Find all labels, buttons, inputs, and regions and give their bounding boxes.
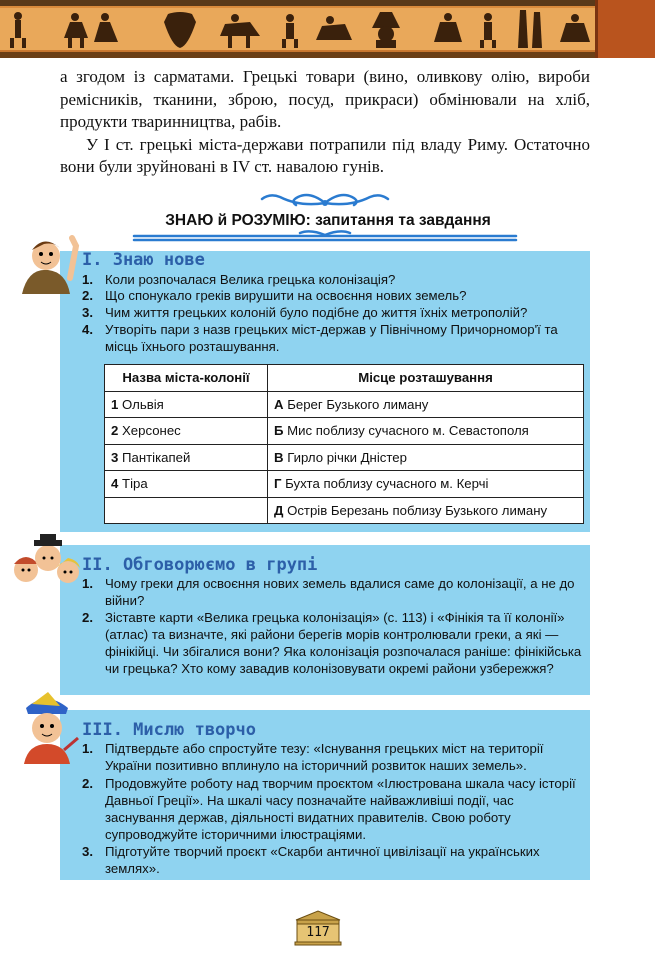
city-cell: 3 Пантікапей xyxy=(105,444,268,471)
question-3-1: 1. Підтвердьте або спростуйте тезу: «Існування грецьких міст на території України позитивно вплинуло на історичний розвиток наших земель». xyxy=(82,741,544,773)
paragraph-1: а згодом із сарматами. Грецькі товари (вино, оливкову олію, вироби ремісників, тканини, зброю, посуд, прикраси) обмінювали на хліб, продукти тваринництва, рабів. xyxy=(60,67,590,131)
question-1-4: 4. Утворіть пари з назв грецьких міст-держав у Північному Причорномор'ї та місць їхнього розташування. xyxy=(82,322,558,354)
section-heading: ЗНАЮ й РОЗУМІЮ: запитання та завдання xyxy=(165,212,491,229)
header-corner xyxy=(595,0,655,58)
question-2-1: 1. Чому греки для освоєння нових земель вдалися саме до колонізації, а не до війни? xyxy=(82,576,575,608)
place-cell: Б Мис поблизу сучасного м. Севастополя xyxy=(268,418,584,445)
section1-title: I. Знаю нове xyxy=(82,250,205,270)
question-1-2: 2. Що спонукало греків вирушити на освоєння нових земель? xyxy=(82,288,467,303)
header-banner xyxy=(0,0,655,58)
table-header-city: Назва міста-колонії xyxy=(105,365,268,392)
boy-waving-character xyxy=(14,228,80,298)
place-cell: Г Бухта поблизу сучасного м. Керчі xyxy=(268,471,584,498)
table-row xyxy=(105,391,584,418)
page-number-badge xyxy=(293,910,343,946)
greek-frieze-illustration xyxy=(0,8,598,50)
place-cell: В Гирло річки Дністер xyxy=(268,444,584,471)
page-number: 117 xyxy=(306,925,330,940)
city-cell xyxy=(105,497,268,524)
question-1-3: 3. Чим життя грецьких колоній було подібне до життя їхніх метрополій? xyxy=(82,305,528,320)
question-3-2: 2. Продовжуйте роботу над творчим проєктом «Ілюстрована шкала часу історії Давньої Греції». На шкалі часу позначайте найважливіші події, час заснування держав, діяльності видатних правителів. Свою роботу супроводжуйте історичними ілюстраціями. xyxy=(82,776,576,842)
table-header-row xyxy=(105,365,584,392)
table-row xyxy=(105,497,584,524)
table-row xyxy=(105,444,584,471)
question-1-1: 1. Коли розпочалася Велика грецька колонізація? xyxy=(82,272,396,287)
place-cell: Д Острів Березань поблизу Бузького лиману xyxy=(268,497,584,524)
thinking-kid-character xyxy=(14,690,80,766)
city-cell: 4 Тіра xyxy=(105,471,268,498)
group-children-character xyxy=(8,530,82,594)
question-3-3: 3. Підготуйте творчий проєкт «Скарби античної цивілізації на українських землях». xyxy=(82,844,540,876)
question-2-2: 2. Зіставте карти «Велика грецька колонізація» (с. 113) і «Фінікія та її колонії» (атлас) та визначте, які райони берегів морів контролювали греки, а які — фінікійці. Чи збігалися вони? Яка колонізація розпочалася раніше: фінікійська чи грецька? Хто кому завадив колонізовувати окремі райони узбережжя? xyxy=(82,610,582,676)
city-cell: 2 Херсонес xyxy=(105,418,268,445)
section3-title: III. Мислю творчо xyxy=(82,720,256,740)
table-row xyxy=(105,471,584,498)
body-text xyxy=(60,66,590,179)
table-header-place: Місце розташування xyxy=(268,365,584,392)
table-row xyxy=(105,418,584,445)
place-cell: А Берег Бузького лиману xyxy=(268,391,584,418)
city-cell: 1 Ольвія xyxy=(105,391,268,418)
section2-title: II. Обговорюємо в групі xyxy=(82,555,318,575)
paragraph-2: У І ст. грецькі міста-держави потрапили під владу Риму. Остаточно вони були зруйновані в IV ст. навалою гунів. xyxy=(60,134,590,176)
colonies-table xyxy=(104,364,584,524)
